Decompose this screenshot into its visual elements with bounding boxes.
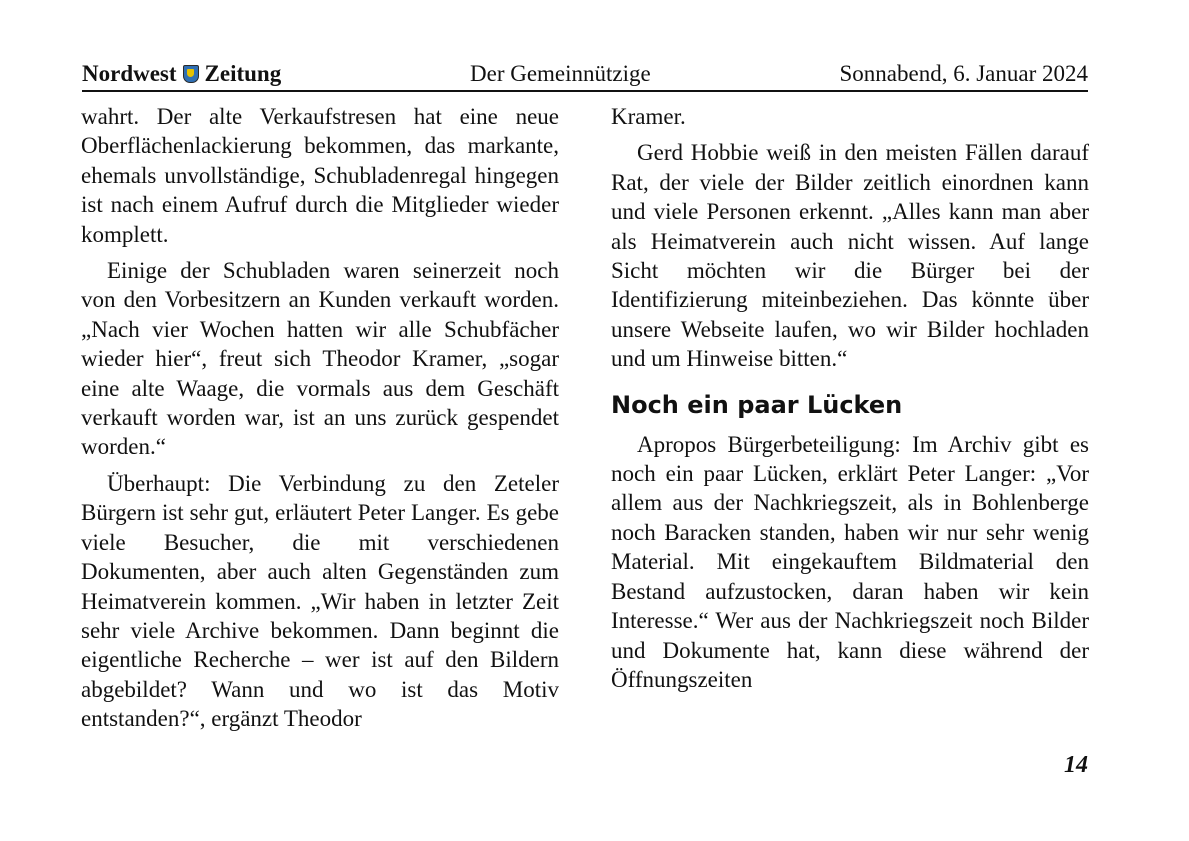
masthead-right: Zeitung bbox=[204, 61, 282, 86]
paragraph: Gerd Hobbie weiß in den meisten Fällen darauf Rat, der viele der Bilder zeitlich einordnen kann und viele Personen erkennt. „Alles kann man aber als Heimatverein auch nicht wissen. Auf lange Sicht möchten wir die Bürger bei der Identifizierung miteinbeziehen. Das könnte über unsere Webseite laufen, wo wir Bilder hochladen und um Hinweise bitten.“ bbox=[611, 140, 1089, 372]
subheading: Noch ein paar Lücken bbox=[611, 390, 903, 419]
page-header bbox=[82, 58, 1088, 92]
paragraph: Einige der Schubladen waren seinerzeit noch von den Vorbesitzern an Kunden verkauft worden. „Nach vier Wochen hatten wir alle Schubfächer wieder hier“, freut sich Theodor Kramer, „sogar eine alte Waage, die vormals aus dem Geschäft verkauft worden war, ist an uns zurück gespendet worden.“ bbox=[81, 258, 559, 460]
left-column bbox=[81, 102, 559, 741]
coat-of-arms-icon bbox=[183, 65, 199, 83]
section-title: Der Gemeinnützige bbox=[470, 61, 651, 86]
masthead bbox=[82, 60, 281, 88]
paragraph: Kramer. bbox=[611, 104, 686, 129]
paragraph: Überhaupt: Die Verbindung zu den Zeteler Bürgern ist sehr gut, erläutert Peter Langer. Es gebe viele Besucher, die mit verschiedenen Dokumenten, aber auch alten Gegenständen zum Heimatverein kommen. „Wir haben in letzter Zeit sehr viele Archive bekommen. Dann beginnt die eigentliche Recherche – wer ist auf den Bildern abgebildet? Wann und wo ist das Motiv entstanden?“, ergänzt Theodor bbox=[81, 470, 559, 732]
paragraph: wahrt. Der alte Verkaufstresen hat eine neue Oberflächenlackierung bekommen, das markante, ehemals unvollständige, Schubladenregal hingegen ist nach einem Aufruf durch die Mitglieder wieder komplett. bbox=[81, 104, 559, 247]
masthead-left: Nordwest bbox=[82, 61, 177, 86]
page-number: 14 bbox=[1064, 752, 1088, 778]
right-column bbox=[611, 102, 1089, 701]
paragraph: Apropos Bürgerbeteiligung: Im Archiv gibt es noch ein paar Lücken, erklärt Peter Langer: „Vor allem aus der Nachkriegszeit, als in Bohlenberge noch Baracken standen, haben wir nur sehr wenig Material. Mit eingekauftem Bildmaterial den Bestand aufzustocken, daran haben wir kein Interesse.“ Wer aus der Nachkriegszeit noch Bilder und Dokumente hat, kann diese während der Öffnungszeiten bbox=[611, 431, 1089, 692]
issue-date: Sonnabend, 6. Januar 2024 bbox=[839, 61, 1088, 86]
